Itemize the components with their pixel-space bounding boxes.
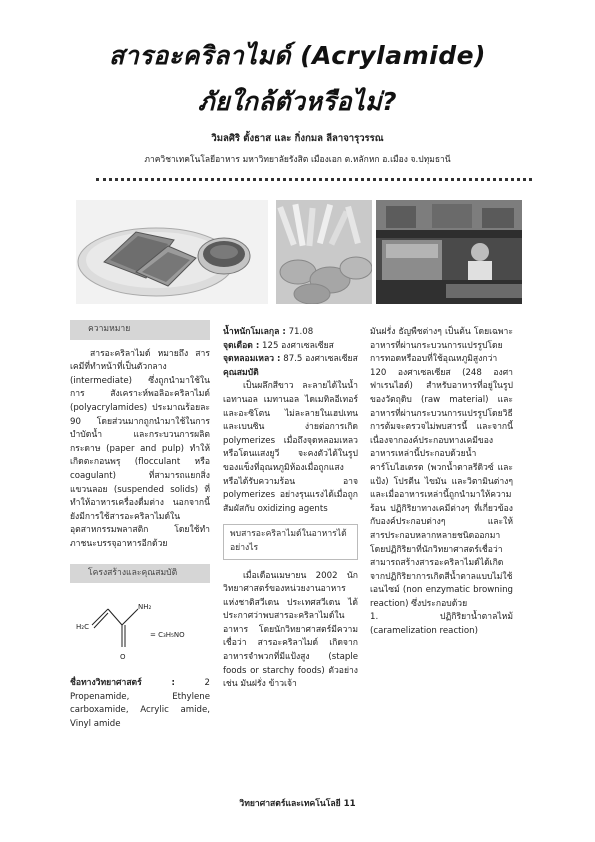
column-2 [223, 326, 358, 692]
mw-label: น้ำหนักโมเลกุล : [223, 327, 286, 337]
list-item-1: 1. ปฏิกิริยาน้ำตาลไหม้ (caramelization reaction) [370, 612, 513, 637]
meaning-paragraph: สารอะคริลาไมด์ หมายถึง สารเคมีที่ทำหน้าที่เป็นตัวกลาง (intermediate) ซึ่งถูกนำมาใช้ในการ สังเคราะห์พอลิอะคริลาไมด์ (polyacrylamides) ประมาณร้อยละ 90 โดยส่วนมากถูกนำมาใช้ในการ บำบัดน้ำ และกระบวนการผลิตกระดาษ (paper and pulp) ทำให้เกิดตะกอนพรุ (flocculant หรือ coagulant) ที่สามารถแยกสิ่งแขวนลอย (suspended solids) ที่ทำให้อาหารเครื่องดื่มต่าง นอกจากนี้ยังมีการใช้สารอะคริลาไมด์ในอุตสาหกรรมพลาสติก โดยใช้ทำภาชนะบรรจุอาหารอีกด้วย [70, 348, 210, 549]
affiliation: ภาควิชาเทคโนโลยีอาหาร มหาวิทยาลัยรังสิต เมืองเอก ต.หลักหก อ.เมือง จ.ปทุมธานี [144, 155, 451, 165]
acrylamide-structure [70, 591, 210, 671]
properties-paragraph: เป็นผลึกสีขาว ละลายได้ในน้ำ เอทานอล เมทานอล ไดเมทิลอีเทอร์ และอะซิโตน ไม่ละลายในเฮปเทน และเบนซิน ง่ายต่อการเกิด polymerizes เมื่อถึงจุดหลอมเหลวหรือโดนแสงยูวี จะคงตัวได้ในรูปของแข็งที่อุณหภูมิห้องเมื่อถูกแสงหรือได้รับความร้อน อาจ polymerizes อย่างรุนแรงได้เมื่อถูกสัมผัสกับ oxidizing agents [223, 381, 358, 514]
structure-oxygen-label: O [120, 653, 126, 662]
continuation-paragraph: มันฝรั่ง ธัญพืชต่างๆ เป็นต้น โดยเฉพาะอาหารที่ผ่านกระบวนการแปรรูปโดยการทอดหรืออบที่ใช้อุณหภูมิสูงกว่า 120 องศาเซลเซียส (248 องศาฟาเรนไฮต์) สำหรับอาหารที่อยู่ในรูปของวัตถุดิบ (raw material) และอาหารที่ผ่านกระบวนการแปรรูปโดยวิธีการต้มจะตรวจไม่พบสารนี้ และจากนี้ เนื่องจากองค์ประกอบทางเคมีของอาหารเหล่านี้ประกอบด้วยน้ำ คาร์โบไฮเดรต (พวกน้ำตาลรีดิวซ์ และแป้ง) โปรตีน ไขมัน และวิตามินต่างๆ และเมื่ออาหารเหล่านี้ถูกนำมาให้ความร้อน ปฏิกิริยาทางเคมีต่างๆ ที่เกี่ยวข้องกับองค์ประกอบต่างๆ และให้สารประกอบหลากหลายชนิดออกมา โดยปฏิกิริยาที่นักวิทยาศาสตร์เชื่อว่าสามารถสร้างสารอะคริลาไมด์ได้เกิดจากปฏิกิริยาการเกิดสีน้ำตาลแบบไม่ใช้เอนไซม์ (non enzymatic browning reaction) ซึ่งประกอบด้วย [370, 327, 513, 609]
section-heading-structure: โครงสร้างและคุณสมบัติ [70, 564, 210, 584]
structure-h2c-label: H₂C [76, 623, 89, 632]
photo-fries-crisps [276, 200, 372, 304]
photo-street-vendor [376, 200, 522, 304]
column-3 [370, 326, 513, 639]
structure-formula-label: = C₃H₅NO [150, 631, 185, 640]
boiling-point-label: จุดเดือด : [223, 340, 260, 351]
properties-label: คุณสมบัติ [223, 367, 259, 378]
photo-fried-snack [76, 200, 268, 304]
structure-nh2-label: NH₂ [138, 603, 152, 612]
found-in-food-paragraph: เมื่อเดือนเมษายน 2002 นักวิทยาศาสตร์ของหน่วยงานอาหารแห่งชาติสวีเดน ประเทศสวีเดน ได้ประกาศว่าพบสารอะคริลาไมด์ในอาหาร โดยนักวิทยาศาสตร์มีความเชื่อว่า สารอะคริลาไมด์ เกิดจากอาหารจำพวกที่มีแป้งสูง (staple foods or starchy foods) ตัวอย่างเช่น มันฝรั่ง ข้าวเจ้า [223, 570, 358, 690]
authors: วิมลศิริ ตั้งธาส และ กิ่งกมล ลีลาจารุวรรณ [211, 133, 384, 144]
section-heading-found-in-food: พบสารอะคริลาไมด์ในอาหารได้อย่างไร [223, 524, 358, 559]
dotted-divider [96, 178, 532, 181]
scientific-name-label: ชื่อทางวิทยาศาสตร์ : [70, 678, 175, 689]
section-heading-meaning: ความหมาย [70, 320, 210, 340]
melting-point-label: จุดหลอมเหลว : [223, 354, 281, 365]
melting-point-value: 87.5 องศาเซลเซียส [283, 354, 358, 365]
page-footer: วิทยาศาสตร์และเทคโนโลยี 11 [239, 799, 356, 809]
mw-value: 71.08 [288, 327, 314, 337]
boiling-point-value: 125 องศาเซลเซียส [262, 340, 334, 351]
column-1 [70, 320, 210, 731]
title-line-2: ภัยใกล้ตัวหรือไม่? [197, 87, 398, 116]
title-line-1: สารอะคริลาไมด์ (Acrylamide) [109, 41, 486, 70]
scientific-names: 2 Propenamide, Ethylene carboxamide, Acrylic amide, Vinyl amide [70, 678, 211, 729]
